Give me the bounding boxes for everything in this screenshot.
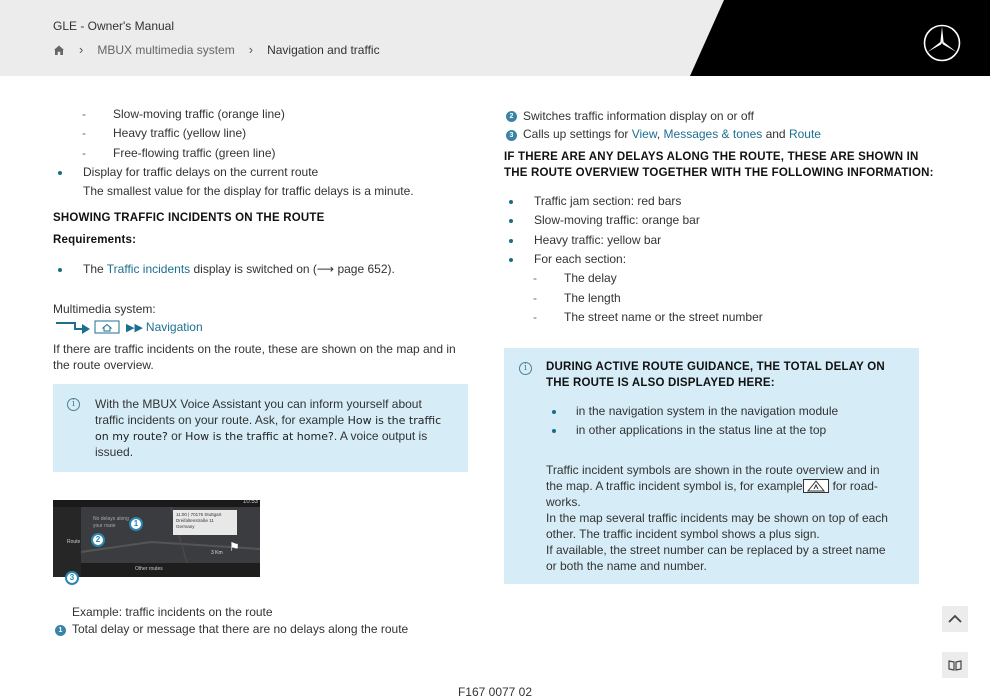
info-text-part: for road- (832, 479, 878, 493)
screen-delay-text: your route (93, 523, 116, 529)
list-item: Traffic jam section: red bars (534, 194, 682, 208)
requirement-text: display is switched on ( (190, 262, 317, 276)
screen-delay-text: No delays along (93, 516, 129, 522)
info-text: or both the name and number. (546, 559, 707, 573)
bullet-icon (509, 239, 513, 243)
bullet-icon (509, 200, 513, 204)
messages-tones-link[interactable]: Messages & tones (663, 127, 763, 141)
screen-illustration (53, 500, 260, 577)
multimedia-label: Multimedia system: (53, 302, 156, 316)
callout-1: 1 (129, 517, 143, 531)
list-item-note: The smallest value for the display for traffic delays is a minute. (83, 184, 414, 198)
list-item: The street name or the street number (564, 310, 763, 324)
info-text: issued. (95, 445, 134, 459)
info-text (95, 429, 427, 443)
list-item: Free-flowing traffic (green line) (113, 146, 276, 160)
navigation-link[interactable]: Navigation (145, 320, 203, 334)
info-icon: i (519, 362, 532, 375)
nav-path (55, 320, 203, 334)
info-text (546, 479, 878, 493)
number-2-icon: 2 (506, 111, 517, 122)
section-heading: IF THERE ARE ANY DELAYS ALONG THE ROUTE, THESE ARE SHOWN IN (504, 151, 919, 163)
arrow-right-icon: ⟶ (316, 262, 335, 276)
breadcrumb (53, 42, 380, 57)
info-text: Traffic incident symbols are shown in the route overview and in (546, 463, 880, 477)
list-item: The length (564, 291, 621, 305)
double-chevron-icon: ▶▶ (126, 321, 143, 334)
section-heading: THE ROUTE OVERVIEW TOGETHER WITH THE FOLLOWING INFORMATION: (504, 167, 934, 179)
dash-marker: - (82, 126, 86, 140)
legend-text: , (656, 127, 664, 141)
list-item: Slow-moving traffic (orange line) (113, 107, 285, 121)
legend-item (523, 127, 821, 141)
legend-text: Calls up settings for (523, 127, 632, 141)
breadcrumb-item-multimedia[interactable]: MBUX multimedia system (97, 42, 235, 57)
view-link[interactable]: View (631, 127, 657, 141)
screen-address: 11:00 | 70176 Stuttgart (176, 512, 222, 517)
dash-marker: - (533, 310, 537, 324)
number-3-icon: 3 (506, 130, 517, 141)
mercedes-star-logo (923, 24, 961, 62)
bullet-icon (552, 429, 556, 433)
list-item: The delay (564, 271, 617, 285)
page-reference[interactable]: page 652). (334, 262, 395, 276)
figure-caption: Example: traffic incidents on the route (72, 605, 273, 619)
paragraph: If there are traffic incidents on the route, these are shown on the map and in (53, 342, 456, 356)
screen-route-label: Route (67, 539, 81, 545)
info-text-part: traffic incidents on your route. Ask, for example (95, 413, 348, 427)
breadcrumb-item-navigation: Navigation and traffic (267, 42, 380, 57)
manual-title: GLE - Owner's Manual (53, 19, 175, 33)
screen-address-panel (173, 510, 237, 535)
bullet-icon (58, 268, 62, 272)
callout-2: 2 (91, 533, 105, 547)
info-list-item: in other applications in the status line at the top (576, 423, 827, 437)
screen-distance: 3 Km (211, 550, 223, 556)
screen-side-menu (53, 507, 81, 577)
list-item: Heavy traffic (yellow line) (113, 126, 247, 140)
requirement-text: The (83, 262, 107, 276)
bullet-icon (509, 258, 513, 262)
list-item: Display for traffic delays on the current route (83, 165, 319, 179)
info-text: With the MBUX Voice Assistant you can inform yourself about (95, 397, 422, 411)
screen-clock: 10:53 (242, 500, 258, 505)
info-text-part: . A voice output is (333, 429, 428, 443)
info-box-route-guidance (504, 348, 919, 584)
info-list-item: in the navigation system in the navigation module (576, 404, 839, 418)
home-button-icon (94, 320, 120, 334)
glossary-button[interactable] (942, 652, 968, 678)
list-item: Heavy traffic: yellow bar (534, 233, 662, 247)
screen-address: Germany (176, 524, 195, 529)
info-box-voice (53, 384, 468, 472)
callout-3: 3 (65, 571, 79, 585)
list-item: Slow-moving traffic: orange bar (534, 213, 700, 227)
home-icon[interactable] (53, 44, 65, 56)
bullet-icon (509, 219, 513, 223)
info-text-part: the map. A traffic incident symbol is, for example (546, 479, 803, 493)
info-text: other. The traffic incident symbol shows a plus sign. (546, 527, 820, 541)
scroll-to-top-button[interactable] (942, 606, 968, 632)
destination-flag-icon: ⚑ (229, 540, 240, 554)
step-arrow-icon (55, 320, 91, 334)
screen-address: Dreifaltenstraße 11 (176, 518, 214, 523)
book-icon (947, 659, 963, 671)
info-icon: i (67, 398, 80, 411)
dash-marker: - (82, 146, 86, 160)
info-text-part: or (167, 429, 186, 443)
info-text: If available, the street number can be replaced by a street name (546, 543, 886, 557)
legend-item: Total delay or message that there are no delays along the route (72, 622, 409, 636)
screen-bottom-bar (81, 563, 260, 577)
requirements-label: Requirements: (53, 234, 137, 246)
legend-item: Switches traffic information display on or off (523, 109, 754, 123)
info-heading: THE ROUTE IS ALSO DISPLAYED HERE: (546, 377, 775, 389)
page-header (0, 0, 990, 76)
roadworks-warning-icon (803, 479, 829, 493)
voice-command: on my route? (95, 430, 168, 443)
chevron-right-icon: › (79, 42, 84, 57)
chevron-up-icon (948, 614, 962, 624)
info-text: In the map several traffic incidents may be shown on top of each (546, 511, 888, 525)
legend-text: and (762, 127, 789, 141)
info-heading: DURING ACTIVE ROUTE GUIDANCE, THE TOTAL DELAY ON (546, 361, 885, 373)
bullet-icon (552, 410, 556, 414)
screen-other-routes: Other routes (135, 566, 163, 572)
paragraph: the route overview. (53, 358, 154, 372)
section-heading: SHOWING TRAFFIC INCIDENTS ON THE ROUTE (53, 212, 325, 224)
voice-command: How is the traffic (347, 414, 442, 427)
dash-marker: - (533, 271, 537, 285)
number-1-icon: 1 (55, 625, 66, 636)
info-text (95, 413, 441, 427)
figure-code: F167 0077 02 (457, 685, 533, 699)
dash-marker: - (533, 291, 537, 305)
list-item: For each section: (534, 252, 627, 266)
screen-status-bar (53, 500, 260, 507)
dash-marker: - (82, 107, 86, 121)
bullet-icon (58, 171, 62, 175)
chevron-right-icon: › (248, 42, 254, 57)
info-text: works. (546, 495, 581, 509)
traffic-incidents-link[interactable]: Traffic incidents (106, 262, 191, 276)
requirement-item (83, 262, 395, 276)
voice-command: How is the traffic at home? (185, 430, 334, 443)
route-link[interactable]: Route (788, 127, 821, 141)
